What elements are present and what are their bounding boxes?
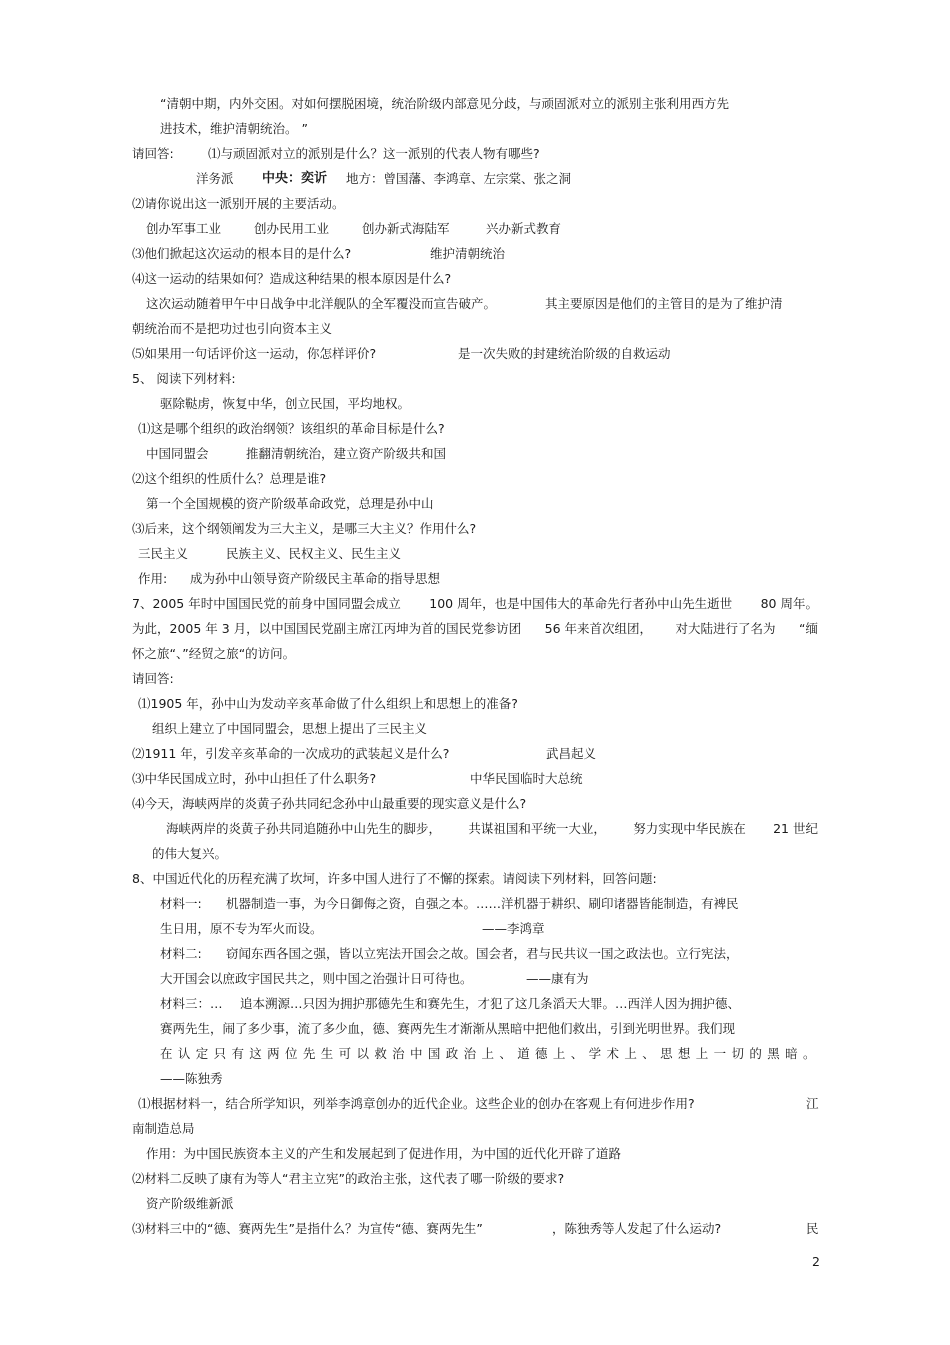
- s5-answer-3-d: 成为孙中山领导资产阶级民主革命的指导思想: [190, 571, 441, 586]
- s8-answer-1-start: 江: [806, 1096, 819, 1111]
- spread-char: 上: [624, 1046, 637, 1061]
- question-1: ⑴与顽固派对立的派别是什么？这一派别的代表人物有哪些?: [208, 146, 540, 161]
- spread-char: 治: [463, 1046, 477, 1061]
- spread-char: 生: [320, 1046, 334, 1061]
- s8-answer-1: 南制造总局: [132, 1121, 195, 1136]
- answer-4-part-a: 这次运动随着甲午中日战争中北洋舰队的全军覆没而宣告破产。: [146, 296, 497, 311]
- spread-char: 学: [588, 1046, 602, 1061]
- question-4: ⑷这一运动的结果如何？造成这种结果的根本原因是什么?: [132, 271, 452, 286]
- spread-char: 可: [338, 1046, 352, 1061]
- material-1-author: ——李鸿章: [482, 921, 545, 936]
- section-8-heading: 8、中国近代化的历程充满了坎坷，许多中国人进行了不懈的探索。请阅读下列材料，回答问题:: [132, 871, 657, 886]
- spread-char: 的: [749, 1046, 762, 1061]
- s7-answer-1: 组织上建立了中国同盟会，思想上提出了三民主义: [152, 721, 428, 736]
- section-7-line-2: [132, 621, 818, 637]
- s5-question-3: ⑶后来，这个纲领阐发为三大主义，是哪三大主义？作用什么?: [132, 521, 477, 536]
- s5-answer-1-a: 中国同盟会: [146, 446, 209, 461]
- material-quote-line-1: “清朝中期，内外交困。对如何摆脱困境，统治阶级内部意见分歧，与顽固派对立的派别主张利用西方先: [160, 96, 729, 111]
- answer-2-item-1: 创办军事工业: [146, 221, 222, 236]
- answer-2-item-2: 创办民用工业: [254, 221, 330, 236]
- spread-char: 、: [499, 1046, 512, 1061]
- s7-l1-seg-3: 80 周年。: [760, 596, 818, 611]
- s5-question-2: ⑵这个组织的性质什么？总理是谁?: [132, 471, 327, 486]
- spread-char: 道: [517, 1046, 530, 1061]
- spread-char: 上: [552, 1046, 566, 1061]
- material-1-text: 机器制造一事，为今日御侮之资，自强之本。……洋机器于耕织、刷印诸器皆能制造，有裨民: [226, 896, 739, 911]
- answer-1-part-a: 洋务派: [196, 171, 234, 186]
- spread-char: 两: [267, 1046, 280, 1061]
- spread-char: 。: [802, 1046, 816, 1061]
- s7-l2-seg-2: 56 年来首次组团，: [544, 621, 653, 636]
- answer-4-part-c: 朝统治而不是把功过也引向资本主义: [132, 321, 333, 336]
- s7-answer-4-line-2: 的伟大复兴。: [152, 846, 228, 861]
- s8-question-3-b: ，陈独秀等人发起了什么运动?: [552, 1221, 722, 1236]
- answer-2-item-3: 创办新式海陆军: [362, 221, 450, 236]
- s8-answer-3-start: 民: [806, 1221, 819, 1236]
- s7-question-3: ⑶中华民国成立时，孙中山担任了什么职务?: [132, 771, 377, 786]
- spread-char: 一: [713, 1046, 727, 1061]
- material-1-text-2: 生日用，原不专为军火而设。: [160, 921, 323, 936]
- s7-l1-seg-2: 100 周年，也是中国伟大的革命先行者孙中山先生逝世: [429, 596, 733, 611]
- s7-question-4: ⑷今天，海峡两岸的炎黄子孙共同纪念孙中山最重要的现实意义是什么?: [132, 796, 527, 811]
- s8-question-2: ⑵材料二反映了康有为等人“君主立宪”的政治主张，这代表了哪一阶级的要求?: [132, 1171, 565, 1186]
- s5-question-1: ⑴这是哪个组织的政治纲领？该组织的革命目标是什么?: [138, 421, 445, 436]
- material-3-author: ——陈独秀: [160, 1071, 223, 1086]
- spread-char: 术: [606, 1046, 619, 1061]
- spread-char: 暗: [785, 1046, 798, 1061]
- question-prompt: 请回答:: [132, 146, 174, 161]
- question-5: ⑸如果用一句话评价这一运动，你怎样评价?: [132, 346, 377, 361]
- material-1-label: 材料一:: [160, 896, 202, 911]
- s7-answer-3: 中华民国临时大总统: [470, 771, 583, 786]
- section-5-heading: 5、 阅读下列材料:: [132, 371, 236, 386]
- s5-answer-3-c: 作用:: [138, 571, 168, 586]
- spread-char: 想: [677, 1046, 691, 1061]
- spread-char: 黑: [767, 1046, 780, 1061]
- spread-char: 救: [374, 1046, 387, 1061]
- spread-char: 思: [660, 1046, 673, 1061]
- material-quote-line-2: 进技术，维护清朝统治。 ”: [160, 121, 308, 136]
- s7-l2-seg-1: 为此，2005 年 3 月，以中国国民党副主席江丙坤为首的国民党参访团: [132, 621, 522, 636]
- s7-question-1: ⑴1905 年，孙中山为发动辛亥革命做了什么组织上和思想上的准备?: [138, 696, 518, 711]
- s5-answer-2: 第一个全国规模的资产阶级革命政党，总理是孙中山: [146, 496, 434, 511]
- s7-a4-seg-2: 共谋祖国和平统一大业，: [468, 821, 606, 836]
- answer-2-item-4: 兴办新式教育: [486, 221, 562, 236]
- question-3: ⑶他们掀起这次运动的根本目的是什么?: [132, 246, 352, 261]
- question-2: ⑵请你说出这一派别开展的主要活动。: [132, 196, 345, 211]
- spread-char: 切: [731, 1046, 745, 1061]
- s8-answer-1-effect: 作用：为中国民族资本主义的产生和发展起到了促进作用，为中国的近代化开辟了道路: [146, 1146, 622, 1161]
- s7-answer-4-line-1: [166, 821, 818, 837]
- material-2-text-2: 大开国会以庶政宇国民共之，则中国之治强计日可待也。: [160, 971, 473, 986]
- spread-char: 在: [160, 1046, 173, 1061]
- material-2-author: ——康有为: [526, 971, 589, 986]
- spread-char: 位: [285, 1046, 298, 1061]
- spread-char: 政: [445, 1046, 459, 1061]
- spread-char: 国: [427, 1046, 441, 1061]
- answer-1-part-b: 中央：奕䜣: [262, 171, 328, 186]
- s7-a4-seg-4: 21 世纪: [773, 821, 818, 836]
- s7-a4-seg-3: 努力实现中华民族在: [633, 821, 746, 836]
- spread-char: 治: [392, 1046, 405, 1061]
- material-2-text: 窃闻东西各国之强，皆以立宪法开国会之故。国会者，君与民共议一国之政法也。立行宪法，: [226, 946, 739, 961]
- s5-answer-1-b: 推翻清朝统治，建立资产阶级共和国: [246, 446, 447, 461]
- s7-a4-seg-1: 海峡两岸的炎黄子孙共同追随孙中山先生的脚步，: [166, 821, 442, 836]
- answer-3: 维护清朝统治: [430, 246, 506, 261]
- s7-answer-2: 武昌起义: [546, 746, 597, 761]
- answer-1-part-c: 地方：曾国藩、李鸿章、左宗棠、张之洞: [346, 171, 572, 186]
- spread-char: 认: [177, 1046, 191, 1061]
- spread-char: 上: [695, 1046, 709, 1061]
- answer-4-part-b: 其主要原因是他们的主管目的是为了维护清: [545, 296, 783, 311]
- s7-l2-seg-4: “缅: [799, 621, 818, 636]
- page-number: 2: [812, 1254, 820, 1269]
- material-3-text: 追本溯源…只因为拥护那德先生和赛先生，才犯了这几条滔天大罪。…西洋人因为拥护德、: [240, 996, 741, 1011]
- section-7-line-3: 怀之旅“、”经贸之旅“的访问。: [132, 646, 296, 661]
- s7-l2-seg-3: 对大陆进行了名为: [675, 621, 776, 636]
- answer-5: 是一次失败的封建统治阶级的自救运动: [458, 346, 671, 361]
- s7-question-prompt: 请回答:: [132, 671, 174, 686]
- spread-char: 上: [481, 1046, 494, 1061]
- spread-char: 以: [356, 1046, 369, 1061]
- s7-question-2: ⑵1911 年，引发辛亥革命的一次成功的武装起义是什么?: [132, 746, 450, 761]
- spread-char: 这: [249, 1046, 262, 1061]
- material-2-label: 材料二:: [160, 946, 202, 961]
- material-3-text-2: 赛两先生，闹了多少事，流了多少血，德、赛两先生才渐渐从黑暗中把他们救出，引到光明世界。我们现: [160, 1021, 736, 1036]
- spread-char: 、: [642, 1046, 655, 1061]
- spread-char: 先: [302, 1046, 316, 1061]
- material-3-label: 材料三：…: [160, 996, 223, 1011]
- s8-question-1: ⑴根据材料一，结合所学知识，列举李鸿章创办的近代企业。这些企业的创办在客观上有何进步作用?: [138, 1096, 695, 1111]
- spread-char: 德: [535, 1046, 548, 1061]
- s5-answer-3-a: 三民主义: [138, 546, 189, 561]
- section-5-material: 驱除鞑虏，恢复中华，创立民国，平均地权。: [160, 396, 411, 411]
- s5-answer-3-b: 民族主义、民权主义、民生主义: [226, 546, 402, 561]
- s7-l1-seg-1: 7、2005 年时中国国民党的前身中国同盟会成立: [132, 596, 401, 611]
- spread-char: 中: [410, 1046, 423, 1061]
- spread-char: 有: [231, 1046, 244, 1061]
- s8-question-3-a: ⑶材料三中的“德、赛两先生”是指什么？为宣传“德、赛两先生”: [132, 1221, 483, 1236]
- spread-char: 定: [195, 1046, 209, 1061]
- material-3-text-3: [160, 1046, 816, 1062]
- s8-answer-2: 资产阶级维新派: [146, 1196, 234, 1211]
- spread-char: 只: [213, 1046, 227, 1061]
- spread-char: 、: [570, 1046, 584, 1061]
- section-7-line-1: [132, 596, 818, 612]
